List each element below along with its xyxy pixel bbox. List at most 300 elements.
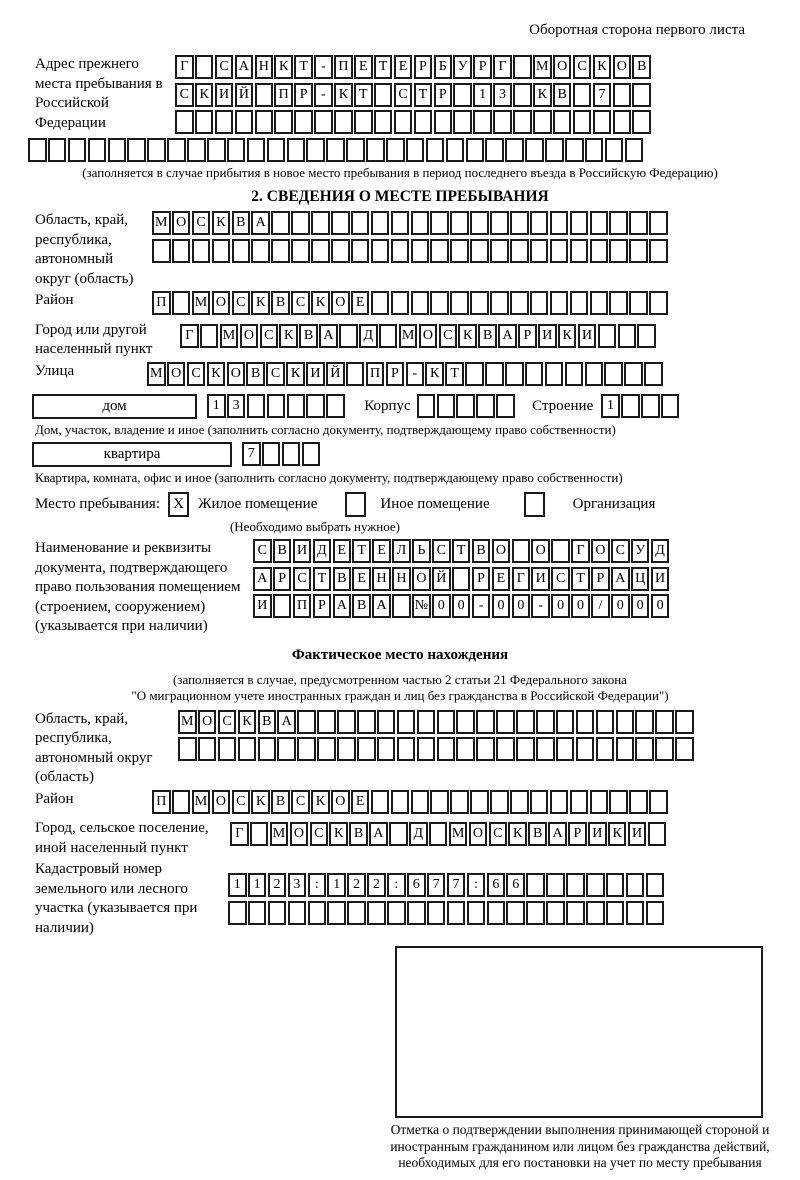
actual-location-caption-2: "О миграционном учете иностранных граждан и лиц без гражданства в Российской Федерации") xyxy=(131,687,669,703)
char-cell xyxy=(452,567,471,591)
char-cell xyxy=(207,138,226,162)
cadastral-block xyxy=(35,860,765,938)
char-cell: Р xyxy=(591,567,610,591)
char-cell xyxy=(426,138,445,162)
char-cell: 7 xyxy=(242,442,261,466)
char-cell: П xyxy=(334,55,353,79)
char-cell: А xyxy=(235,55,254,79)
char-cell xyxy=(394,110,413,134)
char-cell xyxy=(430,239,449,263)
char-cell xyxy=(250,822,269,846)
char-cell: - xyxy=(472,594,491,618)
char-cell xyxy=(200,324,219,348)
char-cell: М xyxy=(192,790,211,814)
char-cell: Р xyxy=(473,55,492,79)
char-cell xyxy=(357,710,376,734)
char-cell xyxy=(485,362,504,386)
char-cell xyxy=(590,239,609,263)
char-cell: М xyxy=(449,822,468,846)
char-cell: - xyxy=(406,362,425,386)
other-premises-checkbox xyxy=(345,492,366,517)
char-cell xyxy=(516,710,535,734)
char-cell xyxy=(417,710,436,734)
char-cell: Н xyxy=(392,567,411,591)
char-cell xyxy=(48,138,67,162)
char-cell: К xyxy=(207,362,226,386)
prev-address-row-3 xyxy=(175,110,652,135)
other-premises-label: Иное помещение xyxy=(380,495,490,512)
char-cell: 1 xyxy=(228,873,247,897)
char-cell: Т xyxy=(352,539,371,563)
cadastral-row-1 xyxy=(228,873,666,898)
char-cell xyxy=(576,710,595,734)
char-cell xyxy=(609,291,628,315)
char-cell: У xyxy=(631,539,650,563)
house-caption: Дом, участок, владение и иное (заполнить согласно документу, подтверждающему право собственности) xyxy=(35,422,616,437)
char-cell xyxy=(586,873,605,897)
organization-checkbox xyxy=(524,492,545,517)
char-cell: К xyxy=(251,790,270,814)
house-row xyxy=(35,393,765,419)
char-cell: 6 xyxy=(506,873,525,897)
char-cell: С xyxy=(192,211,211,235)
char-cell: П xyxy=(152,291,171,315)
char-cell: : xyxy=(308,873,327,897)
char-cell xyxy=(487,901,506,925)
fact-region-row-2 xyxy=(178,737,695,762)
fact-district-label: Район xyxy=(35,790,74,807)
char-cell xyxy=(351,211,370,235)
char-cell: К xyxy=(195,83,214,107)
char-cell xyxy=(337,737,356,761)
char-cell: С xyxy=(573,55,592,79)
char-cell xyxy=(326,138,345,162)
char-cell: Н xyxy=(372,567,391,591)
char-cell xyxy=(172,291,191,315)
char-cell xyxy=(255,83,274,107)
char-cell xyxy=(218,737,237,761)
char-cell xyxy=(291,239,310,263)
char-cell: Т xyxy=(414,83,433,107)
char-cell: О xyxy=(419,324,438,348)
char-cell xyxy=(550,790,569,814)
char-cell: Й xyxy=(235,83,254,107)
char-cell xyxy=(649,211,668,235)
char-cell: О xyxy=(167,362,186,386)
district-label: Район xyxy=(35,292,74,308)
char-cell: 1 xyxy=(207,394,226,418)
char-cell: 0 xyxy=(611,594,630,618)
char-cell: П xyxy=(152,790,171,814)
char-cell: Т xyxy=(313,567,332,591)
char-cell: О xyxy=(492,539,511,563)
char-cell xyxy=(331,239,350,263)
char-cell xyxy=(510,239,529,263)
char-cell xyxy=(311,211,330,235)
district-row xyxy=(152,291,669,316)
char-cell xyxy=(637,324,656,348)
char-cell: 1 xyxy=(248,873,267,897)
char-cell xyxy=(598,324,617,348)
char-cell xyxy=(649,239,668,263)
char-cell: Г xyxy=(180,324,199,348)
char-cell xyxy=(195,110,214,134)
apartment-caption: Квартира, комната, офис и иное (заполнить согласно документу, подтверждающему право собственности) xyxy=(35,470,623,485)
char-cell: М xyxy=(270,822,289,846)
char-cell: В xyxy=(632,55,651,79)
char-cell: Т xyxy=(374,55,393,79)
char-cell xyxy=(391,790,410,814)
char-cell xyxy=(453,110,472,134)
char-cell xyxy=(450,211,469,235)
char-cell: Т xyxy=(452,539,471,563)
document-row-2 xyxy=(253,567,671,592)
char-cell xyxy=(609,239,628,263)
char-cell: В xyxy=(349,822,368,846)
char-cell: А xyxy=(611,567,630,591)
char-cell: В xyxy=(273,539,292,563)
char-cell xyxy=(573,110,592,134)
char-cell xyxy=(644,362,663,386)
char-cell xyxy=(273,594,292,618)
char-cell xyxy=(262,442,281,466)
char-cell xyxy=(530,291,549,315)
char-cell: С xyxy=(439,324,458,348)
char-cell: 7 xyxy=(593,83,612,107)
prev-address-row-4 xyxy=(28,138,765,163)
cadastral-label: Кадастровый номер земельного или лесного участка (указывается при наличии) xyxy=(35,861,198,936)
char-cell xyxy=(467,901,486,925)
char-cell xyxy=(411,790,430,814)
char-cell xyxy=(371,239,390,263)
char-cell xyxy=(505,362,524,386)
char-cell xyxy=(411,211,430,235)
char-cell xyxy=(337,710,356,734)
char-cell xyxy=(565,138,584,162)
char-cell: 0 xyxy=(571,594,590,618)
char-cell: / xyxy=(591,594,610,618)
document-row-3 xyxy=(253,594,671,619)
char-cell: О xyxy=(212,790,231,814)
char-cell: К xyxy=(251,291,270,315)
char-cell xyxy=(227,138,246,162)
char-cell: О xyxy=(469,822,488,846)
char-cell: 3 xyxy=(227,394,246,418)
char-cell xyxy=(624,362,643,386)
char-cell: К xyxy=(425,362,444,386)
confirmation-caption: Отметка о подтверждении выполнения принимающей стороной и иностранным гражданином или лицом без гражданства действий, необходимых для его постановки на учет по месту пребывания xyxy=(390,1122,770,1170)
char-cell: Р xyxy=(568,822,587,846)
char-cell xyxy=(590,790,609,814)
stay-place-label: Место пребывания: xyxy=(35,495,160,512)
char-cell xyxy=(490,291,509,315)
char-cell xyxy=(648,822,667,846)
char-cell xyxy=(331,211,350,235)
char-cell xyxy=(590,211,609,235)
char-cell xyxy=(525,138,544,162)
char-cell: 1 xyxy=(327,873,346,897)
char-cell: И xyxy=(306,362,325,386)
char-cell xyxy=(616,710,635,734)
char-cell xyxy=(466,138,485,162)
char-cell xyxy=(470,291,489,315)
char-cell xyxy=(510,291,529,315)
char-cell xyxy=(625,138,644,162)
char-cell xyxy=(178,737,197,761)
char-cell xyxy=(526,901,545,925)
char-cell: И xyxy=(651,567,670,591)
char-cell xyxy=(635,737,654,761)
char-cell xyxy=(366,138,385,162)
char-cell xyxy=(655,710,674,734)
char-cell xyxy=(411,239,430,263)
char-cell xyxy=(570,239,589,263)
char-cell: О xyxy=(591,539,610,563)
char-cell xyxy=(268,901,287,925)
char-cell: Р xyxy=(472,567,491,591)
char-cell xyxy=(371,291,390,315)
char-cell xyxy=(172,239,191,263)
stay-place-row xyxy=(35,491,765,517)
char-cell: О xyxy=(240,324,259,348)
section2-title: 2. СВЕДЕНИЯ О МЕСТЕ ПРЕБЫВАНИЯ xyxy=(251,188,549,205)
char-cell xyxy=(326,394,345,418)
char-cell: П xyxy=(274,83,293,107)
actual-location-caption-1: (заполняется в случае, предусмотренном частью 2 статьи 21 Федерального закона xyxy=(173,671,627,687)
char-cell: В xyxy=(528,822,547,846)
char-cell: С xyxy=(175,83,194,107)
char-cell: И xyxy=(531,567,550,591)
char-cell xyxy=(450,239,469,263)
char-cell xyxy=(287,394,306,418)
stroenie-label: Строение xyxy=(532,397,594,414)
char-cell xyxy=(277,737,296,761)
char-cell: 6 xyxy=(407,873,426,897)
char-cell: О xyxy=(553,55,572,79)
char-cell xyxy=(357,737,376,761)
char-cell xyxy=(536,737,555,761)
char-cell xyxy=(108,138,127,162)
char-cell: О xyxy=(172,211,191,235)
char-cell: В xyxy=(478,324,497,348)
char-cell: А xyxy=(548,822,567,846)
char-cell xyxy=(379,324,398,348)
char-cell: Т xyxy=(294,55,313,79)
char-cell xyxy=(354,110,373,134)
char-cell xyxy=(533,110,552,134)
char-cell xyxy=(430,790,449,814)
char-cell xyxy=(212,239,231,263)
korpus-row xyxy=(417,394,516,419)
char-cell xyxy=(271,239,290,263)
char-cell: К xyxy=(329,822,348,846)
fact-city-row xyxy=(230,822,668,847)
fact-region-label: Область, край, республика, автономный округ (область) xyxy=(35,710,153,785)
char-cell: - xyxy=(314,83,333,107)
char-cell: П xyxy=(366,362,385,386)
char-cell xyxy=(377,737,396,761)
char-cell xyxy=(429,822,448,846)
char-cell xyxy=(556,710,575,734)
char-cell: И xyxy=(628,822,647,846)
char-cell: В xyxy=(472,539,491,563)
char-cell: И xyxy=(293,539,312,563)
char-cell: Е xyxy=(352,567,371,591)
char-cell: Ц xyxy=(631,567,650,591)
char-cell: Р xyxy=(386,362,405,386)
char-cell: Е xyxy=(351,790,370,814)
char-cell: О xyxy=(331,291,350,315)
char-cell: С xyxy=(260,324,279,348)
char-cell xyxy=(609,790,628,814)
char-cell: : xyxy=(387,873,406,897)
char-cell xyxy=(565,362,584,386)
char-cell xyxy=(485,138,504,162)
char-cell: К xyxy=(238,710,257,734)
char-cell: Е xyxy=(351,291,370,315)
dwelling-label: Жилое помещение xyxy=(198,495,318,512)
char-cell xyxy=(629,211,648,235)
char-cell xyxy=(513,110,532,134)
char-cell xyxy=(585,362,604,386)
apartment-number-row xyxy=(242,442,322,467)
char-cell xyxy=(470,239,489,263)
char-cell: Р xyxy=(518,324,537,348)
char-cell xyxy=(192,239,211,263)
char-cell xyxy=(629,291,648,315)
char-cell xyxy=(407,901,426,925)
char-cell xyxy=(496,394,515,418)
char-cell xyxy=(556,737,575,761)
fact-city-block xyxy=(35,819,765,858)
char-cell: 0 xyxy=(631,594,650,618)
char-cell xyxy=(434,110,453,134)
char-cell: Р xyxy=(294,83,313,107)
document-label: Наименование и реквизиты документа, подтверждающего право пользования помещением (строением, сооружением) (указывается при наличии) xyxy=(35,540,241,634)
apartment-type-box: квартира xyxy=(32,442,232,467)
char-cell xyxy=(235,110,254,134)
char-cell: С xyxy=(291,291,310,315)
char-cell xyxy=(152,239,171,263)
char-cell xyxy=(510,790,529,814)
char-cell: Г xyxy=(493,55,512,79)
char-cell xyxy=(546,873,565,897)
organization-label: Организация xyxy=(572,495,656,512)
region-row-2 xyxy=(152,239,669,264)
char-cell xyxy=(314,110,333,134)
char-cell xyxy=(550,291,569,315)
char-cell xyxy=(397,710,416,734)
char-cell: Б xyxy=(434,55,453,79)
char-cell: 7 xyxy=(447,873,466,897)
fact-district-row xyxy=(152,790,669,815)
char-cell: Й xyxy=(432,567,451,591)
char-cell: А xyxy=(319,324,338,348)
char-cell xyxy=(566,873,585,897)
char-cell xyxy=(334,110,353,134)
char-cell xyxy=(391,291,410,315)
char-cell xyxy=(351,239,370,263)
char-cell xyxy=(510,211,529,235)
char-cell: К xyxy=(593,55,612,79)
char-cell xyxy=(306,138,325,162)
char-cell: И xyxy=(253,594,272,618)
char-cell: Д xyxy=(409,822,428,846)
char-cell xyxy=(339,324,358,348)
char-cell xyxy=(586,901,605,925)
char-cell xyxy=(618,324,637,348)
char-cell: : xyxy=(467,873,486,897)
char-cell xyxy=(629,239,648,263)
char-cell xyxy=(195,55,214,79)
city-label: Город или другой населенный пункт xyxy=(35,321,153,357)
char-cell xyxy=(505,138,524,162)
char-cell xyxy=(88,138,107,162)
char-cell xyxy=(311,239,330,263)
char-cell: 2 xyxy=(347,873,366,897)
char-cell xyxy=(613,110,632,134)
char-cell: В xyxy=(333,567,352,591)
char-cell: К xyxy=(508,822,527,846)
char-cell: 3 xyxy=(493,83,512,107)
char-cell: О xyxy=(331,790,350,814)
char-cell xyxy=(465,362,484,386)
char-cell: М xyxy=(152,211,171,235)
char-cell: К xyxy=(311,291,330,315)
char-cell xyxy=(147,138,166,162)
char-cell: С xyxy=(253,539,272,563)
char-cell: И xyxy=(588,822,607,846)
char-cell: 0 xyxy=(452,594,471,618)
char-cell xyxy=(590,291,609,315)
char-cell: О xyxy=(613,55,632,79)
char-cell: 0 xyxy=(651,594,670,618)
char-cell: Е xyxy=(394,55,413,79)
char-cell xyxy=(490,211,509,235)
char-cell xyxy=(476,737,495,761)
char-cell xyxy=(476,394,495,418)
char-cell xyxy=(317,737,336,761)
char-cell: - xyxy=(314,55,333,79)
char-cell xyxy=(238,737,257,761)
char-cell: Г xyxy=(175,55,194,79)
char-cell: 7 xyxy=(427,873,446,897)
char-cell: М xyxy=(192,291,211,315)
char-cell xyxy=(632,83,651,107)
char-cell: А xyxy=(369,822,388,846)
char-cell xyxy=(473,110,492,134)
char-cell xyxy=(626,901,645,925)
char-cell xyxy=(609,211,628,235)
char-cell xyxy=(297,737,316,761)
char-cell xyxy=(626,873,645,897)
char-cell xyxy=(386,138,405,162)
page-side-note: Оборотная сторона первого листа xyxy=(529,22,745,38)
char-cell: К xyxy=(286,362,305,386)
char-cell xyxy=(629,790,648,814)
char-cell xyxy=(613,83,632,107)
char-cell xyxy=(346,362,365,386)
char-cell xyxy=(456,710,475,734)
char-cell xyxy=(427,901,446,925)
char-cell xyxy=(545,138,564,162)
char-cell xyxy=(308,901,327,925)
char-cell xyxy=(282,442,301,466)
char-cell: С xyxy=(215,55,234,79)
char-cell xyxy=(247,138,266,162)
document-block xyxy=(35,539,765,637)
char-cell xyxy=(570,790,589,814)
